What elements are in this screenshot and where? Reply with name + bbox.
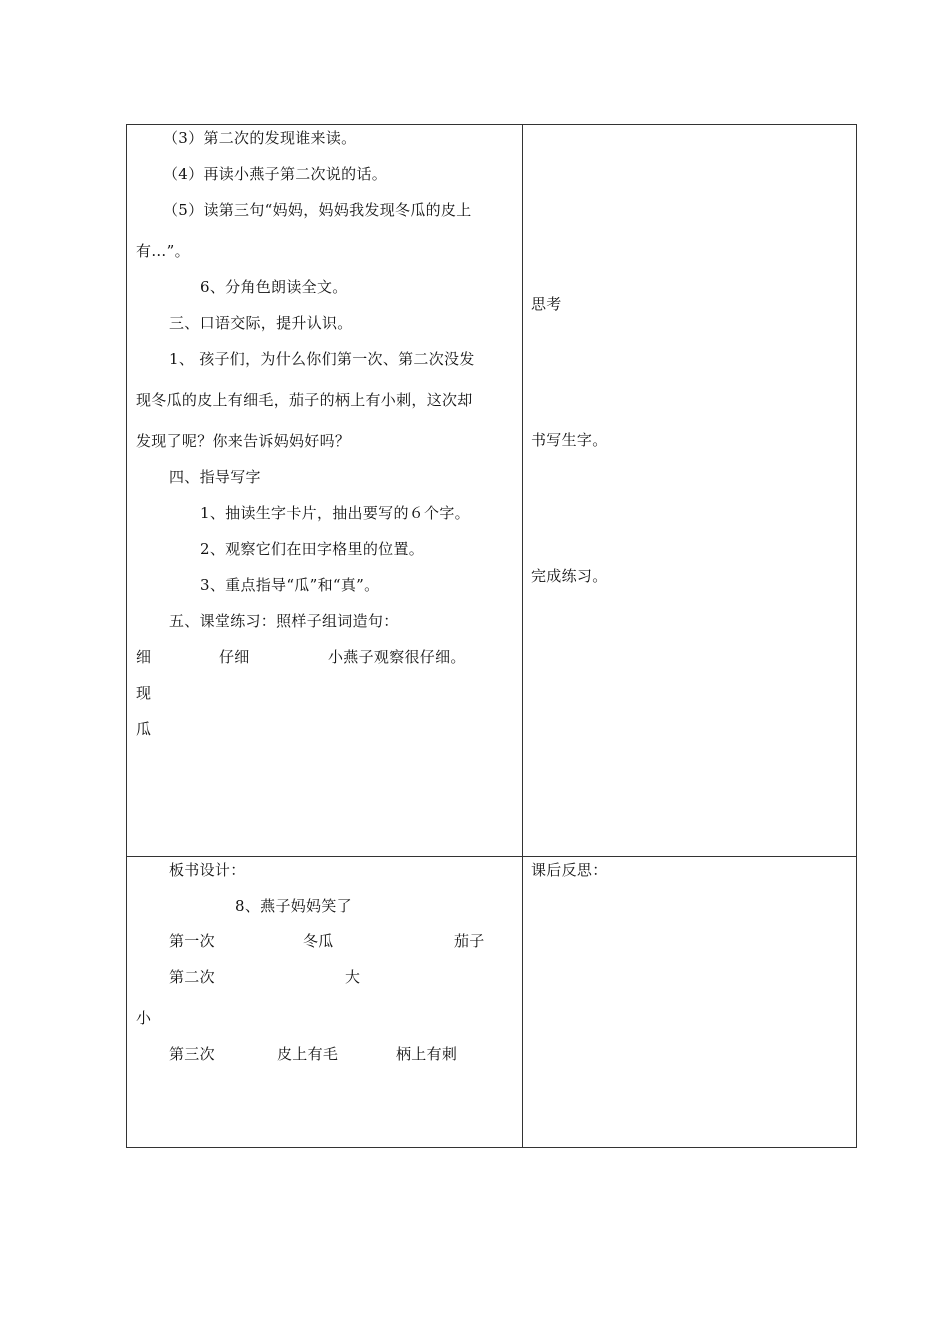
step-line: （3）第二次的发现谁来读。 (163, 129, 357, 147)
board-cell: 大 (345, 968, 361, 986)
exercise-word: 仔细 (219, 648, 250, 666)
board-cell: 皮上有毛 (277, 1045, 339, 1063)
exercise-char: 现 (136, 684, 152, 702)
side-note-practice: 完成练习。 (531, 567, 608, 585)
step-line: 6、分角色朗读全文。 (200, 278, 348, 296)
board-cell: 柄上有刺 (396, 1045, 458, 1063)
exercise-sentence: 小燕子观察很仔细。 (328, 648, 466, 666)
step-line: 3、重点指导“瓜”和“真”。 (200, 576, 380, 594)
section-heading: 五、课堂练习：照样子组词造句： (169, 612, 399, 630)
exercise-char: 细 (136, 648, 152, 666)
exercise-char: 瓜 (136, 720, 152, 738)
step-line: 1、抽读生字卡片，抽出要写的６个字。 (200, 504, 470, 522)
step-line: （4）再读小燕子第二次说的话。 (163, 165, 388, 183)
board-cell: 茄子 (454, 932, 485, 950)
step-line: 有…”。 (136, 242, 190, 260)
step-line: 发现了呢？你来告诉妈妈好吗？ (136, 432, 351, 450)
board-row-label: 第二次 (169, 968, 215, 986)
reflection-heading: 课后反思： (531, 861, 608, 879)
section-heading: 四、指导写字 (169, 468, 261, 486)
board-heading: 板书设计： (169, 861, 246, 879)
side-note-write: 书写生字。 (531, 431, 608, 449)
column-divider (522, 125, 523, 1147)
board-row-label: 第一次 (169, 932, 215, 950)
step-line: （5）读第三句“妈妈，妈妈我发现冬瓜的皮上 (163, 201, 472, 219)
step-line: 1、 孩子们，为什么你们第一次、第二次没发 (169, 350, 475, 368)
step-line: 2、观察它们在田字格里的位置。 (200, 540, 425, 558)
board-cell: 冬瓜 (303, 932, 334, 950)
side-note-think: 思考 (531, 295, 562, 313)
row-divider (127, 856, 856, 857)
section-heading: 三、口语交际，提升认识。 (169, 314, 353, 332)
step-line: 现冬瓜的皮上有细毛，茄子的柄上有小刺，这次却 (136, 391, 473, 409)
board-title: 8、燕子妈妈笑了 (235, 897, 352, 915)
board-cell: 小 (136, 1009, 152, 1027)
board-row-label: 第三次 (169, 1045, 215, 1063)
